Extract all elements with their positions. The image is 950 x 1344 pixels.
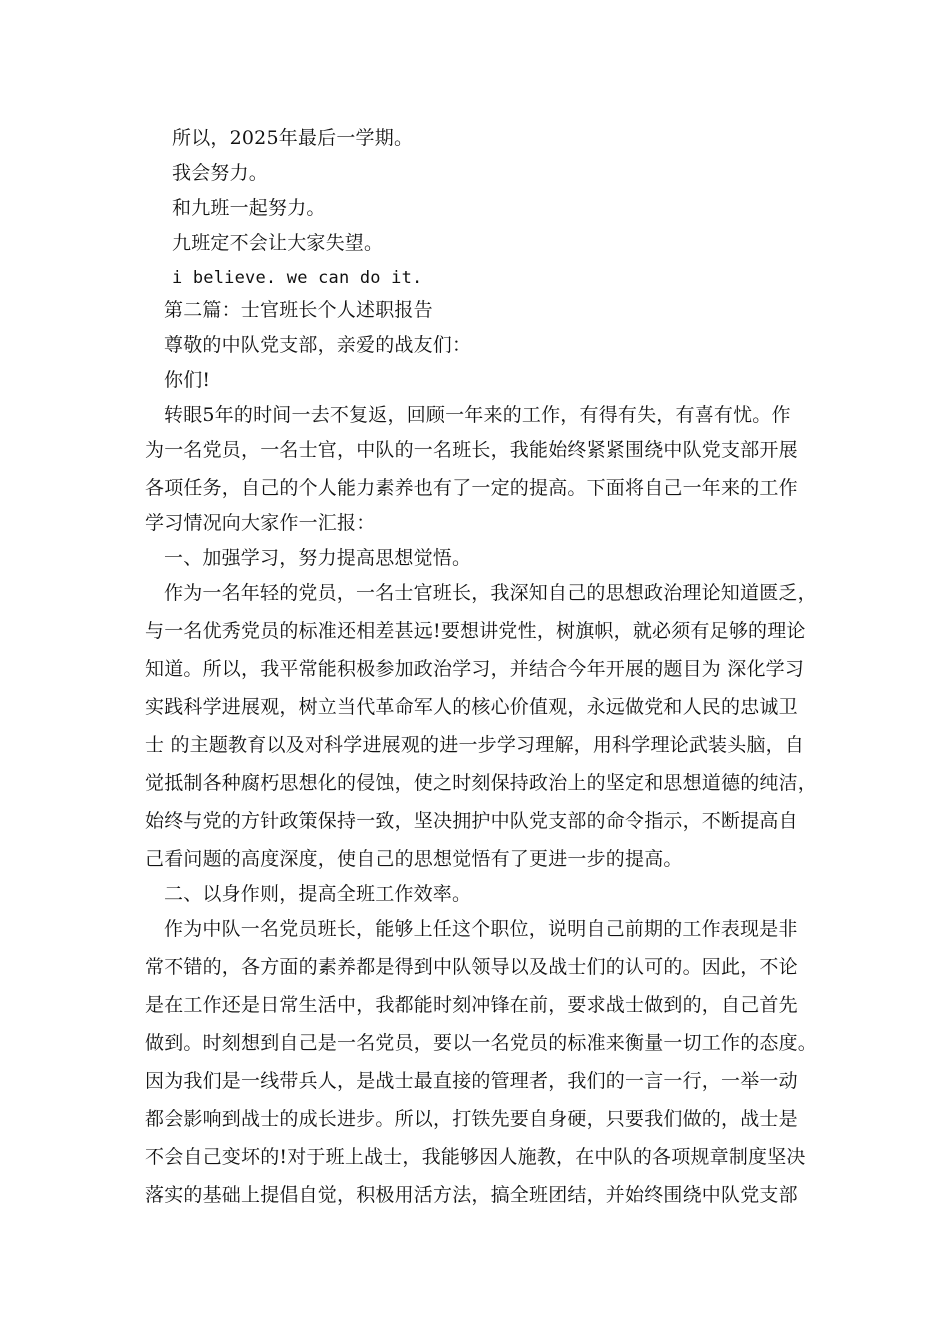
text-line: 我会努力。 [172, 162, 269, 184]
text-line: 实践科学进展观，树立当代革命军人的核心价值观，永远做党和人民的忠诚卫 [145, 696, 798, 718]
text-line: 因为我们是一线带兵人，是战士最直接的管理者，我们的一言一行，一举一动 [145, 1070, 798, 1092]
text-line: 觉抵制各种腐朽思想化的侵蚀，使之时刻保持政治上的坚定和思想道德的纯洁， [145, 772, 818, 794]
text-line: 你们! [164, 369, 211, 391]
section-heading: 第二篇：士官班长个人述职报告 [164, 299, 433, 321]
salutation: 尊敬的中队党支部，亲爱的战友们： [164, 334, 472, 356]
text-line: 士 的主题教育以及对科学进展观的进一步学习理解，用科学理论武装头脑，自 [145, 734, 805, 756]
text-line: 作为一名年轻的党员，一名士官班长，我深知自己的思想政治理论知道匮乏， [164, 582, 817, 604]
text-line: 与一名优秀党员的标准还相差甚远!要想讲党性，树旗帜，就必须有足够的理论 [145, 620, 806, 642]
text-line: 所以，2025年最后一学期。 [172, 127, 414, 149]
text-line: i believe. we can do it. [172, 268, 423, 288]
text-line: 作为中队一名党员班长，能够上任这个职位，说明自己前期的工作表现是非 [164, 918, 798, 940]
text-line: 转眼5年的时间一去不复返，回顾一年来的工作，有得有失，有喜有忧。作 [164, 404, 791, 426]
text-line: 知道。所以，我平常能积极参加政治学习，并结合今年开展的题目为 深化学习 [145, 658, 805, 680]
text-line: 己看问题的高度深度，使自己的思想觉悟有了更进一步的提高。 [145, 848, 683, 870]
text-line: 为一名党员，一名士官，中队的一名班长，我能始终紧紧围绕中队党支部开展 [145, 439, 798, 461]
section-heading: 一、加强学习，努力提高思想觉悟。 [164, 547, 472, 569]
section-heading: 二、以身作则，提高全班工作效率。 [164, 883, 472, 905]
text-line: 不会自己变坏的!对于班上战士，我能够因人施教，在中队的各项规章制度坚决 [145, 1146, 806, 1168]
text-line: 始终与党的方针政策保持一致，坚决拥护中队党支部的命令指示，不断提高自 [145, 810, 798, 832]
text-line: 九班定不会让大家失望。 [172, 232, 384, 254]
text-line: 各项任务，自己的个人能力素养也有了一定的提高。下面将自己一年来的工作 [145, 477, 798, 499]
text-line: 是在工作还是日常生活中，我都能时刻冲锋在前，要求战士做到的，自己首先 [145, 994, 798, 1016]
text-line: 学习情况向大家作一汇报： [145, 512, 376, 534]
text-line: 都会影响到战士的成长进步。所以，打铁先要自身硬，只要我们做的，战士是 [145, 1108, 798, 1130]
text-line: 和九班一起努力。 [172, 197, 326, 219]
text-line: 做到。时刻想到自己是一名党员，要以一名党员的标准来衡量一切工作的态度。 [145, 1032, 818, 1054]
text-line: 常不错的，各方面的素养都是得到中队领导以及战士们的认可的。因此，不论 [145, 956, 798, 978]
text-line: 落实的基础上提倡自觉，积极用活方法，搞全班团结，并始终围绕中队党支部 [145, 1184, 798, 1206]
